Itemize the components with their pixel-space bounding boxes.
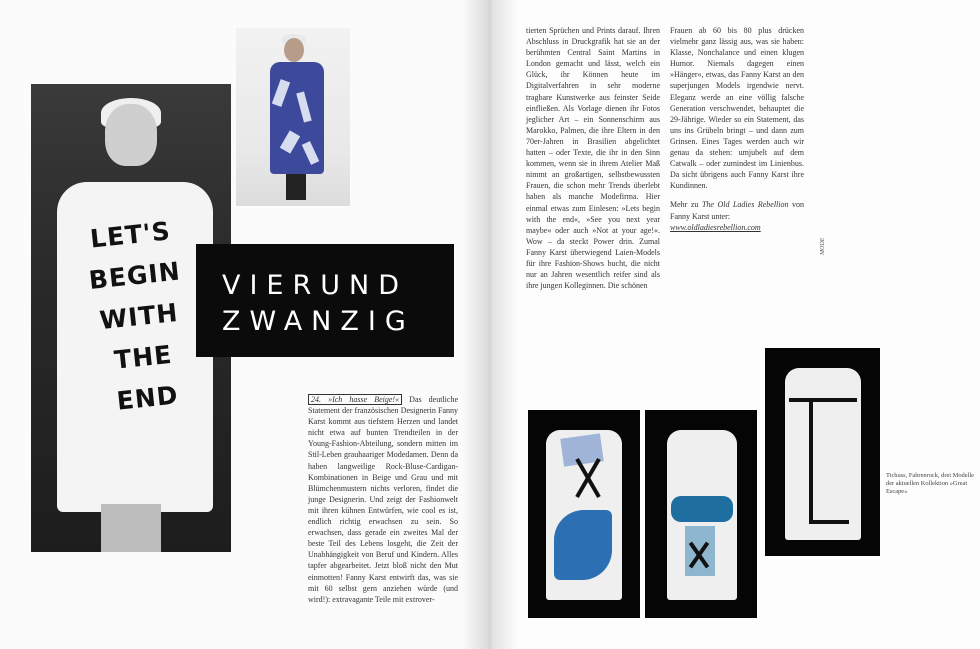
article-text-right: Frauen ab 60 bis 80 plus drücken vielmehr ganz lässig aus, was sie haben: Klasse, Nonchalance und einen klugen Humor. Niemals dagegen einen »Hänger«, etwas, das Fanny Karst an den superjungen Models irgendwie nervt. Eleganz werde an eine völlig falsche Generation verschwendet, behauptet die 29-Jährige. Wieder so ein Statement, das uns ins Grübeln bringt – und dann zum Grinsen. Eines Tages werden auch wir genau da stehen: umjubelt auf dem Catwalk – oder zumindest im Linienbus. Da sicht übrigens auch Fanny Karst ihre Kundinnen. — [670, 26, 804, 191]
dress-photo-3 — [765, 348, 880, 556]
article-title — [196, 244, 454, 357]
title-line-1: VIERUND — [222, 270, 409, 301]
article-column-middle — [526, 25, 660, 291]
dress-photo-2 — [645, 410, 757, 618]
section-label: MODE — [820, 237, 826, 255]
article-kicker: 24. »Ich hasse Beige!« — [308, 394, 402, 405]
article-text-middle: tierten Sprüchen und Prints darauf. Ihren Abschluss in Druckgrafik hat sie an der berühmten Central Saint Martins in London gemacht und lässt, welch ein Glück, ihr Können heute im Digitalverfahren in sehr moderne tragbare Kunstwerke aus feinster Seide einfließen. Als Vorlage dienen ihr Fotos jeglicher Art – ein Sonnenschirm aus Marokko, Palmen, die ihre Eltern in den 70er-Jahren in Brasilien abgelichtet hatten – oder Texte, die ihr in den Sinn kommen, wenn sie in ihrem Atelier Maß nimmt an großartigen, selbstbewussten Frauen, die schon mehr Trends überlebt haben als manche Modefirma. Hier einmal etwas zum Einlesen: »Lets begin with the end«, »See you next year maybe« oder auch »Not at your age!«. Wow – da steckt Power drin. Zumal Fanny Karst überwiegend Laien-Models für ihre Fashion-Shows bucht, die nicht nur an Jahren wesentlich reifer sind als ihre jungen Kolleginnen. Die schönen — [526, 26, 660, 291]
title-line-2: ZWANZIG — [222, 306, 415, 337]
article-column-left — [308, 394, 458, 605]
page-gutter — [462, 0, 518, 649]
more-prefix: Mehr zu — [670, 200, 699, 210]
dress-slogan: LET'S BEGIN WITH THE END — [87, 216, 182, 416]
blue-dress-photo — [236, 28, 350, 206]
article-column-right — [670, 25, 804, 233]
website-link[interactable]: www.oldladiesrebellion.com — [670, 222, 761, 232]
dress-photo-1 — [528, 410, 640, 618]
more-suffix: von Fanny Karst unter: — [670, 200, 805, 221]
article-text-left: Das deutliche Statement der französischen Designerin Fanny Karst kommt aus tiefstem Herzen und landet nicht etwa auf bunten Trendteilen in der Young-Fashion-Abteilung, sondern mitten im Stil-Leben grauhaariger Modedamen. Denn da haben langweilige Rock-Bluse-Cardigan-Kombinationen in Beige und Grau und mit Blümchenmustern nichts verloren, findet die junge Designerin. Und zeigt der Fashionwelt mit ihren kühnen Entwürfen, wie cool es ist, endlich richtig erwachsen zu sein. So erwachsen, dass gerade ein zweites Mal der beste Teil des Lebens losgeht, die Zeit der Unabhängigkeit von Beruf und Kindern. Alles tapfer abgearbeitet. Jetzt bloß nicht den Mut einmotten! Fanny Karst entwirft das, was sie mit 60 selbst gern anziehen würde (und wird!): extravagante Teile mit extrover- — [308, 395, 459, 604]
photo-caption: Tichuss, Fahrenrock, drei Modelle der aktuellen Kollektion »Great Escape« — [886, 472, 974, 495]
more-title: The Old Ladies Rebellion — [701, 200, 789, 210]
